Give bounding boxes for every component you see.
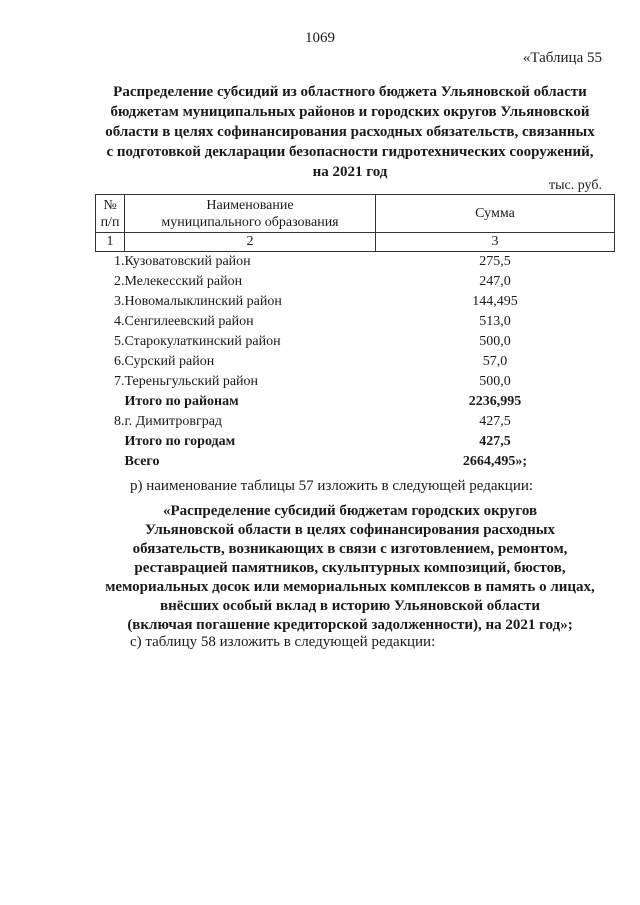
title-line: Распределение субсидий из областного бюджета Ульяновской области bbox=[113, 84, 587, 100]
header-number bbox=[96, 195, 125, 233]
total-row bbox=[96, 452, 615, 472]
table-row bbox=[96, 292, 615, 312]
row-sum: 2664,495»; bbox=[462, 454, 528, 469]
table-row bbox=[96, 272, 615, 292]
row-name: Кузоватовский район bbox=[124, 254, 251, 269]
row-number: 5. bbox=[114, 334, 125, 349]
header-name bbox=[125, 195, 376, 233]
quote-line: обязательств, возникающих в связи с изготовлением, ремонтом, bbox=[132, 541, 568, 557]
header-number-line: п/п bbox=[100, 214, 120, 230]
row-name: Новомалыклинский район bbox=[124, 294, 282, 309]
row-number: 4. bbox=[114, 314, 125, 329]
table-row bbox=[96, 372, 615, 392]
title-line: с подготовкой декларации безопасности гидротехнических сооружений, bbox=[106, 144, 594, 160]
row-number bbox=[96, 432, 125, 452]
quote-line: реставрацией памятников, скульптурных композиций, бюстов, bbox=[134, 560, 566, 576]
row-name: Всего bbox=[124, 454, 160, 469]
row-name: Тереньгульский район bbox=[124, 374, 259, 389]
row-name: Итого по районам bbox=[124, 394, 239, 409]
table-row bbox=[96, 252, 615, 273]
row-sum: 275,5 bbox=[479, 254, 511, 269]
title-line: области в целях софинансирования расходных обязательств, связанных bbox=[105, 124, 595, 140]
row-sum: 427,5 bbox=[479, 414, 511, 429]
table-reference: «Таблица 55 bbox=[522, 50, 602, 66]
quote-line: «Распределение субсидий бюджетам городских округов bbox=[162, 503, 538, 519]
paragraph-s: с) таблицу 58 изложить в следующей редакции: bbox=[130, 634, 436, 650]
row-name: Итого по городам bbox=[124, 434, 236, 449]
row-sum: 247,0 bbox=[479, 274, 511, 289]
header-name-line: Наименование bbox=[206, 197, 294, 213]
column-number: 3 bbox=[376, 233, 615, 252]
table-title bbox=[90, 82, 610, 182]
row-sum: 427,5 bbox=[479, 434, 511, 449]
quote-line: Ульяновской области в целях софинансирования расходных bbox=[145, 522, 555, 538]
subtotal-row-cities bbox=[96, 432, 615, 452]
row-number: 3. bbox=[114, 294, 125, 309]
table-row bbox=[96, 312, 615, 332]
new-table-57-title bbox=[90, 502, 610, 635]
row-number: 2. bbox=[114, 274, 125, 289]
row-name: г. Димитровград bbox=[124, 414, 223, 429]
row-name: Сурский район bbox=[124, 354, 215, 369]
subsidy-table bbox=[95, 194, 615, 472]
row-number: 7. bbox=[114, 374, 125, 389]
row-sum: 57,0 bbox=[482, 354, 508, 369]
row-name: Мелекесский район bbox=[124, 274, 243, 289]
column-number: 1 bbox=[96, 233, 125, 252]
quote-line: внёсших особый вклад в историю Ульяновской области bbox=[160, 598, 540, 614]
row-sum: 500,0 bbox=[479, 374, 511, 389]
table-row bbox=[96, 412, 615, 432]
column-number: 2 bbox=[125, 233, 376, 252]
subtotal-row-districts bbox=[96, 392, 615, 412]
row-number: 8. bbox=[114, 414, 125, 429]
quote-line: (включая погашение кредиторской задолженности), на 2021 год»; bbox=[127, 617, 573, 633]
quote-line: мемориальных досок или мемориальных комплексов в память о лицах, bbox=[105, 579, 595, 595]
table-row bbox=[96, 332, 615, 352]
row-number: 6. bbox=[114, 354, 125, 369]
column-number-row bbox=[96, 233, 615, 252]
row-sum: 2236,995 bbox=[468, 394, 522, 409]
row-sum: 144,495 bbox=[472, 294, 518, 309]
table-row bbox=[96, 352, 615, 372]
row-sum: 513,0 bbox=[479, 314, 511, 329]
table-header-row bbox=[96, 195, 615, 233]
header-sum: Сумма bbox=[376, 195, 615, 233]
paragraph-r: р) наименование таблицы 57 изложить в следующей редакции: bbox=[130, 478, 534, 494]
header-number-line: № bbox=[103, 197, 117, 213]
title-line: бюджетам муниципальных районов и городских округов Ульяновской bbox=[110, 104, 590, 120]
row-number: 1. bbox=[114, 254, 125, 269]
row-name: Сенгилеевский район bbox=[124, 314, 254, 329]
page-number: 1069 bbox=[305, 30, 335, 46]
row-name: Старокулаткинский район bbox=[124, 334, 281, 349]
row-number bbox=[96, 392, 125, 412]
row-number bbox=[96, 452, 125, 472]
row-sum: 500,0 bbox=[479, 334, 511, 349]
units-label: тыс. руб. bbox=[549, 178, 602, 193]
header-name-line: муниципального образования bbox=[161, 214, 339, 230]
title-line: на 2021 год bbox=[312, 164, 388, 180]
